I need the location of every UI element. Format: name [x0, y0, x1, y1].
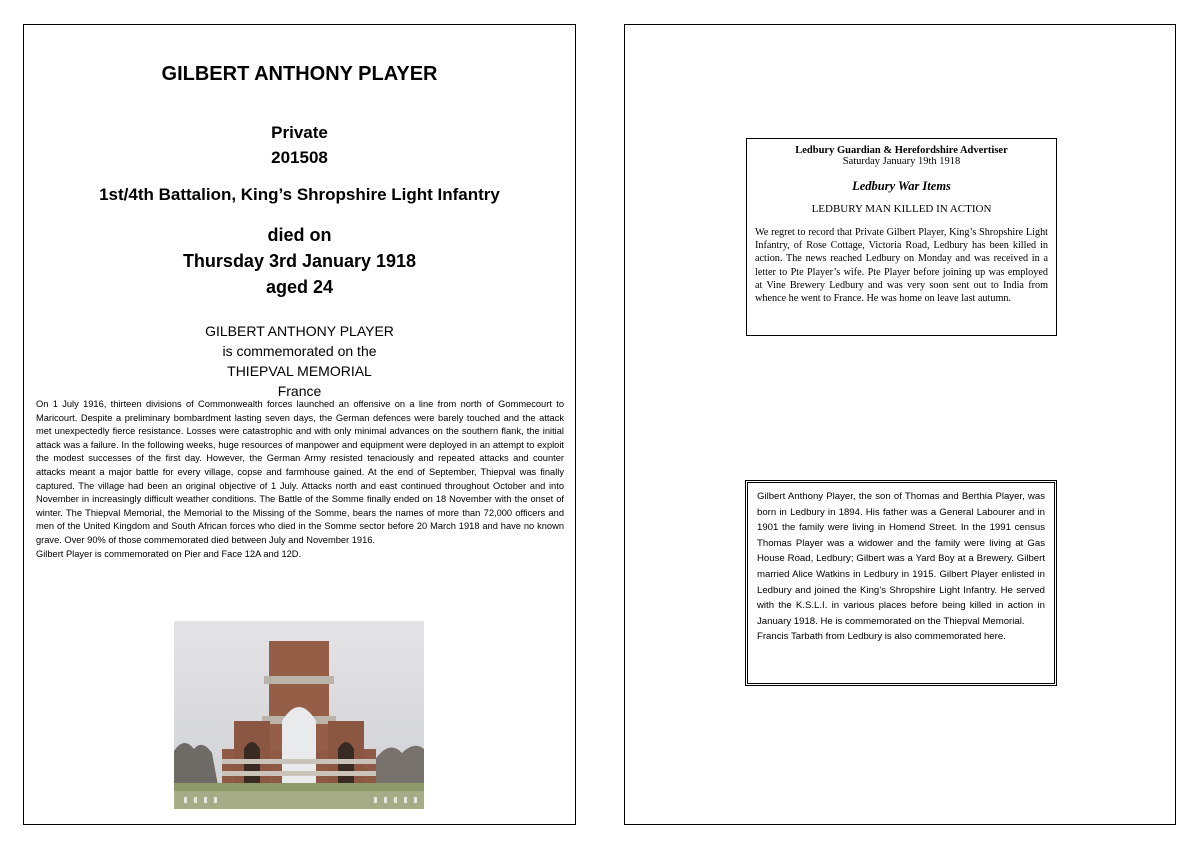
unit: 1st/4th Battalion, King’s Shropshire Light Infantry — [99, 185, 500, 204]
rank: Private — [271, 123, 328, 142]
memorial-country: France — [277, 383, 322, 399]
newspaper-headline: LEDBURY MAN KILLED IN ACTION — [811, 203, 992, 215]
newspaper-body: We regret to record that Private Gilbert Player, King’s Shropshire Light Infantry, of Rose Cottage, Victoria Road, Ledbury has been killed in action. The news reached Ledbury on Monday and was received in a letter to Pte Player’s wife. Pte Player before joining up was employed at Vine Brewery Ledbury and was very soon sent out to India from whence he went to France. He was home on leave last autumn. — [755, 227, 1048, 305]
newspaper-clipping — [746, 138, 1057, 336]
commemoration-block — [24, 321, 575, 401]
right-page — [624, 24, 1176, 825]
also-commemorated-text: Francis Tarbath from Ledbury is also commemorated here. — [757, 631, 1006, 643]
commem-text: is commemorated on the — [222, 343, 377, 359]
battle-history — [36, 398, 564, 561]
newspaper-date: Saturday January 19th 1918 — [842, 156, 961, 167]
biography-box — [745, 480, 1057, 686]
left-page — [23, 24, 576, 825]
newspaper-section: Ledbury War Items — [852, 179, 951, 193]
memorial-name: THIEPVAL MEMORIAL — [227, 363, 372, 379]
newspaper-name: Ledbury Guardian & Herefordshire Advertiser — [795, 145, 1008, 156]
pier-face-text: Gilbert Player is commemorated on Pier and Face 12A and 12D. — [36, 548, 302, 559]
died-on-label: died on — [267, 225, 332, 245]
death-block — [24, 222, 575, 300]
age: aged 24 — [265, 277, 334, 297]
commem-name: GILBERT ANTHONY PLAYER — [205, 323, 394, 339]
rank-block — [24, 120, 575, 170]
service-number: 201508 — [271, 148, 328, 167]
biography-text: Gilbert Anthony Player, the son of Thomas and Berthia Player, was born in Ledbury in 1894. His father was a General Labourer and in 1901 the family were living in Homend Street. In the 1991 census Thomas Player was a widower and the family were living at Gas House Road, Ledbury; Gilbert was a Yard Boy at a Brewery. Gilbert married Alice Watkins in Ledbury in 1915. Gilbert Player enlisted in Ledbury and joined the King’s Shropshire Light Infantry. He served with the K.S.L.I. in various places before being killed in action in January 1918. He is commemorated on the Thiepval Memorial. — [757, 491, 1045, 627]
date-of-death: Thursday 3rd January 1918 — [182, 251, 417, 271]
soldier-name-title: GILBERT ANTHONY PLAYER — [161, 63, 438, 85]
history-paragraph: On 1 July 1916, thirteen divisions of Commonwealth forces launched an offensive on a line from north of Gommecourt to Maricourt. Despite a preliminary bombardment lasting seven days, the German defences were barely touched and the attack met unexpectedly fierce resistance. Losses were catastrophic and with only minimal advances on the southern flank, the initial attack was a failure. In the following weeks, huge resources of manpower and equipment were deployed in an attempt to exploit the modest successes of the first day. However, the German Army resisted tenaciously and repeated attacks and counter attacks meant a major battle for every village, copse and farmhouse gained. At the end of September, Thiepval was finally captured. The village had been an original objective of 1 July. Attacks north and east continued throughout October and into November in increasingly difficult weather conditions. The Battle of the Somme finally ended on 18 November with the onset of winter. The Thiepval Memorial, the Memorial to the Missing of the Somme, bears the names of more than 72,000 officers and men of the United Kingdom and South African forces who died in the Somme sector before 20 March 1918 and have no known grave. Over 90% of those commemorated died between July and November 1916. — [36, 399, 564, 545]
thiepval-memorial-photo — [174, 621, 424, 809]
